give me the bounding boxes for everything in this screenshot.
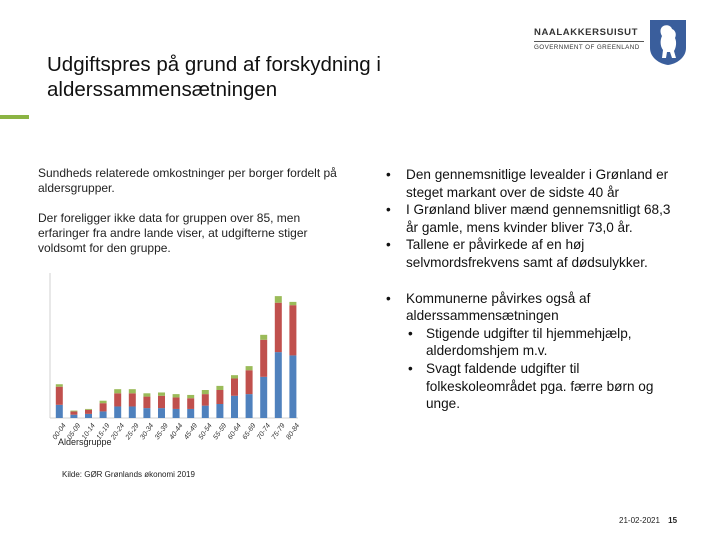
bar-segment-50-54-s2 (202, 390, 209, 394)
bar-segment-40-44-s0 (173, 409, 180, 418)
x-tick-label: 80-84 (285, 422, 302, 442)
bar-segment-00-04-s0 (56, 405, 63, 418)
bar-segment-30-34-s0 (143, 408, 150, 418)
bar-segment-00-04-s2 (56, 384, 63, 386)
x-tick-label: 25-29 (124, 422, 141, 442)
bar-segment-45-49-s1 (187, 398, 194, 409)
bar-segment-70-74-s0 (260, 377, 267, 418)
x-tick-label: 15-19 (95, 422, 112, 442)
x-tick-label: 50-54 (197, 422, 214, 442)
bar-segment-25-29-s0 (129, 406, 136, 418)
government-logo (534, 27, 644, 51)
bar-segment-35-39-s1 (158, 396, 165, 408)
bar-segment-80-84-s1 (289, 305, 296, 355)
bar-segment-15-19-s0 (100, 411, 107, 418)
x-axis-label: Aldersgruppe (58, 437, 112, 447)
x-tick-label: 60-64 (226, 422, 243, 442)
bar-segment-45-49-s2 (187, 395, 194, 398)
intro-paragraph-1: Sundheds relaterede omkostninger per borger fordelt på aldersgrupper. (38, 166, 337, 195)
sub-bullet-item: • Stigende udgifter til hjemmehjælp, alderdomshjem m.v. (386, 325, 676, 360)
bullet-item: • Tallene er påvirkede af en høj selvmordsfrekvens samt af dødsulykker. (386, 236, 676, 271)
bar-segment-65-69-s1 (246, 370, 253, 394)
bar-segment-80-84-s2 (289, 302, 296, 305)
x-tick-label: 70-74 (256, 422, 273, 442)
x-tick-label: 55-59 (212, 422, 229, 442)
bar-segment-25-29-s1 (129, 393, 136, 406)
x-tick-label: 30-34 (139, 422, 156, 442)
bar-segment-70-74-s2 (260, 335, 267, 340)
bar-segment-75-79-s2 (275, 296, 282, 303)
bar-segment-55-59-s2 (216, 386, 223, 390)
bar-segment-40-44-s2 (173, 394, 180, 397)
bar-segment-50-54-s1 (202, 394, 209, 406)
bar-segment-10-14-s2 (85, 409, 92, 410)
footer-date: 21-02-2021 (619, 516, 660, 525)
bar-segment-45-49-s0 (187, 409, 194, 418)
intro-paragraph-2: Der foreligger ikke data for gruppen over 85, men erfaringer fra andre lande viser, at udgifterne stiger voldsomt for den gruppe. (38, 211, 308, 255)
x-tick-label: 75-79 (270, 422, 287, 442)
bar-segment-20-24-s2 (114, 389, 121, 393)
bar-segment-60-64-s2 (231, 375, 238, 378)
logo-name: NAALAKKERSUISUT (534, 27, 638, 38)
bar-segment-80-84-s0 (289, 355, 296, 418)
x-tick-label: 05-09 (66, 422, 83, 442)
bar-segment-70-74-s1 (260, 340, 267, 377)
bar-segment-20-24-s0 (114, 406, 121, 418)
bar-segment-75-79-s1 (275, 303, 282, 352)
bar-segment-55-59-s0 (216, 404, 223, 418)
accent-bar (0, 115, 29, 119)
bar-segment-05-09-s2 (70, 411, 77, 412)
bar-segment-00-04-s1 (56, 387, 63, 405)
age-cost-bar-chart (44, 273, 304, 448)
bar-segment-05-09-s1 (70, 411, 77, 414)
polar-bear-emblem-icon (648, 18, 688, 66)
sub-bullet-item: • Svagt faldende udgifter til folkeskoleområdet pga. færre børn og unge. (386, 360, 676, 413)
bar-segment-05-09-s0 (70, 415, 77, 418)
bar-segment-65-69-s0 (246, 394, 253, 418)
bar-segment-15-19-s1 (100, 403, 107, 411)
bar-segment-20-24-s1 (114, 393, 121, 406)
bar-segment-55-59-s1 (216, 390, 223, 404)
slide-title: Udgiftspres på grund af forskydning i alderssammensætningen (47, 53, 381, 101)
x-tick-label: 35-39 (153, 422, 170, 442)
bar-segment-15-19-s2 (100, 401, 107, 403)
bar-segment-35-39-s2 (158, 392, 165, 395)
bar-segment-10-14-s0 (85, 414, 92, 418)
logo-rule (534, 41, 644, 42)
bullet-list (386, 166, 676, 413)
bullet-item: • I Grønland bliver mænd gennemsnitligt 68,3 år gamle, mens kvinder bliver 73,0 år. (386, 201, 676, 236)
page-number: 15 (668, 516, 678, 525)
bar-segment-10-14-s1 (85, 410, 92, 414)
source-note: Kilde: GØR Grønlands økonomi 2019 (62, 470, 195, 479)
x-tick-label: 10-14 (80, 422, 97, 442)
x-tick-label: 45-49 (183, 422, 200, 442)
bar-segment-30-34-s1 (143, 397, 150, 409)
bar-segment-25-29-s2 (129, 389, 136, 393)
bar-segment-35-39-s0 (158, 408, 165, 418)
bullet-item: • Den gennemsnitlige levealder i Grønland er steget markant over de sidste 40 år (386, 166, 676, 201)
bar-segment-50-54-s0 (202, 406, 209, 418)
x-tick-label: 20-24 (110, 422, 127, 442)
bar-segment-60-64-s0 (231, 396, 238, 418)
slide-footer (619, 516, 677, 525)
bar-segment-65-69-s2 (246, 366, 253, 370)
x-tick-label: 40-44 (168, 422, 185, 442)
x-tick-label: 00-04 (51, 422, 68, 442)
intro-text (38, 166, 338, 271)
bar-segment-30-34-s2 (143, 393, 150, 396)
bar-segment-40-44-s1 (173, 397, 180, 409)
bullet-item: • Kommunerne påvirkes også af alderssammensætningen (386, 290, 676, 325)
bar-segment-75-79-s0 (275, 352, 282, 418)
bar-segment-60-64-s1 (231, 378, 238, 395)
logo-subtitle: GOVERNMENT OF GREENLAND (534, 44, 640, 51)
x-tick-label: 65-69 (241, 422, 258, 442)
